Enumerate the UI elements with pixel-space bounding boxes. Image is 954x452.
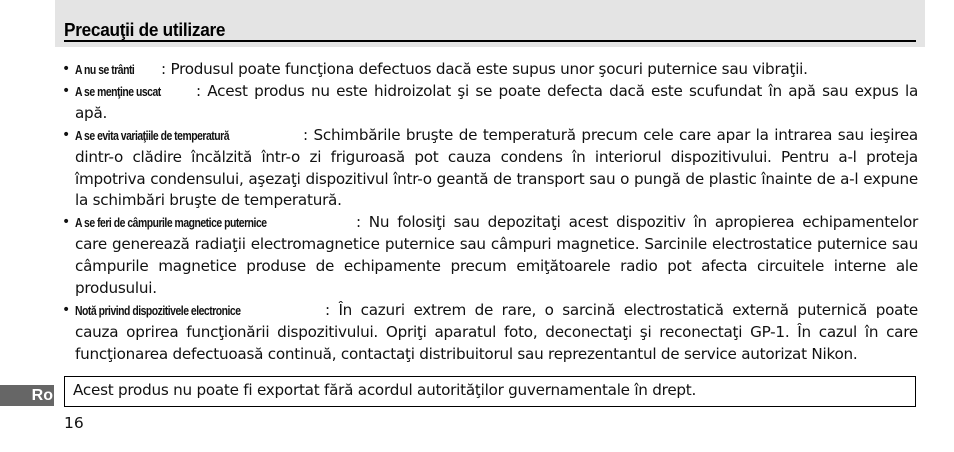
item-term: A se feri de câmpurile magnetice puternice	[75, 215, 267, 231]
item-text: : Nu folosiţi sau depozitaţi acest dispozitiv în apropierea echipamentelor care generează radiaţii electromagnetice puternice sau câmpuri magnetice. Sarcinile electrostatice puternice sau câmpurile magnetice produse de echipamente precum emiţătoarele radio pot afecta circuitele interne ale produsului.	[75, 213, 918, 297]
bullet: •	[62, 83, 71, 100]
language-tab: Ro	[0, 385, 54, 406]
precautions-list	[62, 59, 918, 365]
list-item	[62, 300, 918, 365]
list-item	[62, 81, 918, 125]
item-text: : În cazuri extrem de rare, o sarcină electrostatică externă puternică poate cauza oprirea funcţionării dispozitivului. Opriţi aparatul foto, deconectaţi şi reconectaţi GP-1. În cazul în care funcţionarea defectuoasă continuă, contactaţi distribuitorul sau reprezentantul de service autorizat Nikon.	[75, 300, 918, 363]
bullet: •	[62, 126, 71, 143]
bullet: •	[62, 214, 71, 231]
bullet: •	[62, 301, 71, 318]
list-item	[62, 59, 918, 81]
item-term: Notă privind dispozitivele electronice	[75, 302, 241, 318]
item-text: : Schimbările bruşte de temperatură precum cele care apar la intrarea sau ieşirea dintr-o clădire încălzită într-o zi friguroasă pot cauza condens în interiorul dispozitivului. Pentru a-l proteja împotriva condensului, aşezaţi dispozitivul într-o geantă de transport sau o pungă de plastic înainte de a-l expune la schimbări bruşte de temperatură.	[75, 125, 918, 210]
item-term: A se evita variaţiile de temperatură	[75, 127, 230, 143]
item-text: : Produsul poate funcţiona defectuos dacă este supus unor şocuri puternice sau vibraţii.	[161, 60, 808, 78]
page-number: 16	[64, 414, 84, 432]
item-term: A nu se trânti	[75, 62, 135, 77]
list-item	[62, 125, 918, 212]
export-notice-text: Acest produs nu poate fi exportat fără acordul autorităţilor guvernamentale în drept.	[73, 381, 697, 399]
bullet: •	[62, 61, 71, 77]
section-title: Precauţii de utilizare	[64, 19, 226, 40]
list-item	[62, 212, 918, 299]
section-title-rule	[64, 40, 916, 42]
item-term: A se menţine uscat	[75, 84, 161, 100]
item-text: : Acest produs nu este hidroizolat şi se poate defecta dacă este scufundat în apă sau expus la apă.	[75, 82, 918, 122]
